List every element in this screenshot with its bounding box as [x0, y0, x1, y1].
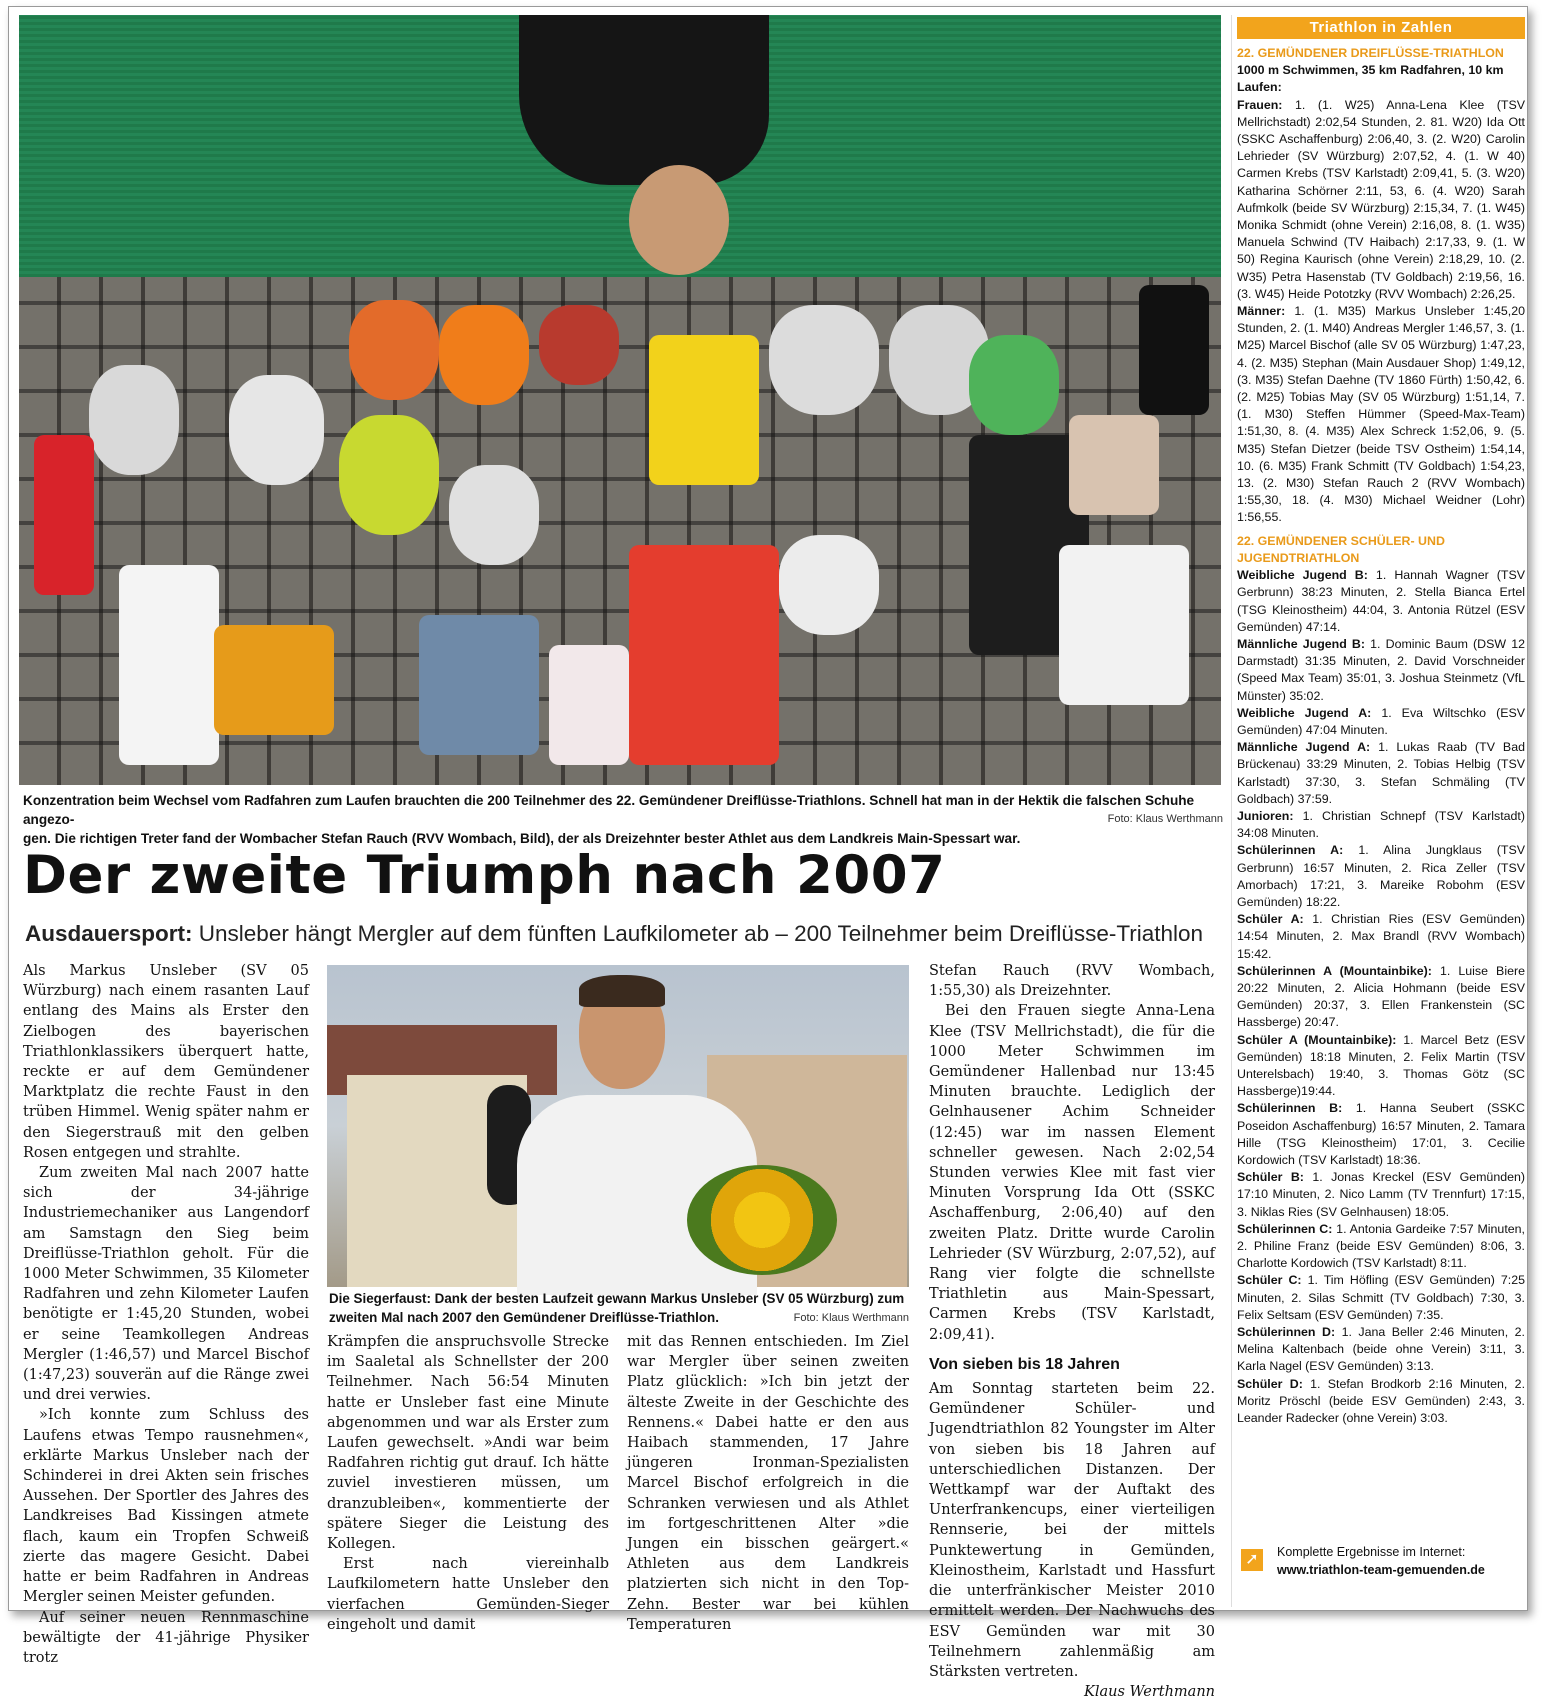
shoe-pair [769, 305, 879, 415]
result-text: 1. Stefan Brodkorb 2:16 Minuten, 2. Moritz Pröschl (beide ESV Gemünden) 2:43, 3. Leander Radecker (ohne Verein) 3:03. [1237, 1376, 1526, 1426]
results-list [1237, 567, 1525, 1427]
result-category: Weibliche Jugend B: [1237, 568, 1368, 583]
result-category: Männliche Jugend B: [1237, 636, 1366, 651]
post [1139, 285, 1209, 415]
author: Klaus Werthmann [1084, 1684, 1215, 1701]
result-category: Schülerinnen A: [1237, 843, 1344, 858]
result-text: 1. Marcel Betz (ESV Gemünden) 18:18 Minuten, 2. Felix Martin (TSV Unterelsbach) 19:40, 3. Thomas Götz (SC Hassberge)19:44. [1237, 1032, 1526, 1099]
result-entry [1237, 739, 1525, 808]
result-entry [1237, 1169, 1525, 1221]
result-entry [1237, 705, 1525, 739]
shoe-pair [539, 305, 619, 385]
result-category: Weibliche Jugend A: [1237, 705, 1372, 720]
paragraph: mit das Rennen entschieden. Im Ziel war Mergler über seinen zweiten Platz glücklich: »Ich bin jetzt der älteste Zweite in der Geschichte des Rennens.« Dabei hatte er den aus Haibach stammenden, 17 Jahre jüngeren Ironman-Spezialisten Marcel Bischof erfolgreich in die Schranken verwiesen und als Athlet im fortgeschrittenen Alter »die Jungen ein bisschen geärgert.« Athleten aus dem Landkreis platzierten sich nicht in den Top-Zehn. Bester war bei kühlen Temperaturen [627, 1334, 909, 1633]
paragraph: Als Markus Unsleber (SV 05 Würzburg) nach einem rasanten Lauf entlang des Mains als Erster den Zielbogen des bayerischen Triathlonklassikers überquert hatte, reckte er auf dem Gemündener Marktplatz die rechte Faust in den trüben Himmel. Wenig später nahm er den Siegerstrauß mit den gelben Rosen entgegen und strahlte. [23, 963, 309, 1161]
white-bag [119, 565, 219, 765]
newspaper-page [8, 6, 1528, 1701]
result-entry [1237, 808, 1525, 842]
result-text: 1. (1. M35) Markus Unsleber 1:45,20 Stunden, 2. (1. M40) Andreas Mergler 1:46,57, 3. (1. M25) Marcel Bischof (alle SV 05 Würzburg) 1:47,23, 4. (2. M35) Stephan (Main Ausdauer Shop) 1:49,12, (3. M35) Stefan Daehne (TV 1860 Fürth) 1:50,42, 6. (2. M25) Tobias May (SV 05 Würzburg) 1:51,14, 7. (1. M30) Steffen Hümmer (Speed-Max-Team) 1:51,30, 8. (4. M35) Alex Schreck 1:52,06, 9. (5. M35) Stefan Dietzer (beide TSV Ostheim) 1:54,14, 10. (6. M35) Frank Schmitt (TV Goldbach) 1:54,23, 13. (2. M30) Stefan Rauch 2 (RVV Wombach) 1:55,30, 18. (4. M30) Michael Weidner (Lohr) 1:56,55. [1237, 304, 1525, 525]
result-text: 1. Lukas Raab (TV Bad Brückenau) 33:29 Minuten, 2. Tobias Helbig (TSV Karlstadt) 37:30, 3. Stefan Schmäling (TV Goldbach) 37:59. [1237, 740, 1525, 806]
result-category: Schüler A: [1237, 912, 1304, 927]
arrow-icon: ➚ [1241, 1549, 1263, 1571]
subheadline-kicker: Ausdauersport: [25, 921, 193, 946]
section-heading: 22. GEMÜNDENER SCHÜLER- UND JUGENDTRIATHLON [1237, 533, 1445, 565]
article-column-1 [23, 961, 309, 1668]
result-text: 1. (1. W25) Anna-Lena Klee (TSV Mellrichstadt) 2:02,54 Stunden, 2. 81. W20) Ida Ott (SSKC Aschaffenburg) 2:06,40, 3. (2. W20) Carolin Lehrieder (SV Würzburg) 2:07,52, 4. (1. W 40) Carmen Krebs (TSV Karlstadt) 2:09,41, 5. (3. W20) Katharina Schörner 2:11, 53, 6. (4. W20) Sarah Aufmkolk (beide SV Würzburg) 2:15,34, 7. (1. W45) Monika Schmidt (ohne Verein) 2:16,08, 8. (1. W35) Manuela Schwind (TV Haibach) 2:17,33, 9. (1. W 50) Regina Kaurisch (ohne Verein) 2:18,29, 10. (2. W35) Petra Hasenstab (TV Goldbach) 2:19,56, 16. (3. W45) Heide Pototzky (RVV Wombach) 2:26,25. [1237, 97, 1525, 301]
result-entry [1237, 97, 1525, 303]
result-category: Frauen: [1237, 97, 1283, 112]
link-label: Komplette Ergebnisse im Internet: [1277, 1545, 1466, 1559]
white-bag [1059, 545, 1189, 705]
shoe-pair [969, 335, 1059, 435]
shoe-pair [439, 305, 529, 405]
headline: Der zweite Triumph nach 2007 [23, 845, 946, 906]
transition-zone-photo [19, 15, 1221, 785]
photo-credit: Foto: Klaus Werthmann [1107, 813, 1223, 825]
athlete-figure [519, 15, 769, 185]
red-bag [34, 435, 94, 595]
section-heading: 22. GEMÜNDENER DREIFLÜSSE-TRIATHLON [1237, 46, 1504, 60]
caption-line: Konzentration beim Wechsel vom Radfahren zum Laufen brauchten die 200 Teilnehmer des 22. Gemündener Dreiflüsse-Triathlons. Schnell hat man in der Hektik die falschen Schuhe angezo- [23, 793, 1195, 827]
result-text: 1. Christian Ries (ESV Gemünden) 14:54 Minuten, 2. Max Brandl (RVV Wombach) 15:42. [1237, 912, 1525, 961]
article-column-2 [327, 1332, 609, 1635]
result-category: Schülerinnen C: [1237, 1221, 1333, 1236]
red-bag [629, 545, 779, 765]
result-entry [1237, 911, 1525, 963]
result-category: Schüler B: [1237, 1170, 1304, 1185]
shoe-pair [89, 365, 179, 475]
paragraph: Auf seiner neuen Rennmaschine bewältigte der 41-jährige Physiker trotz [23, 1609, 309, 1666]
paragraph: Krämpfen die anspruchsvolle Strecke im Saaletal als Schnellster der 200 Teilnehmer. Nach 56:54 Minuten hatte er Unsleber fast eine Minute abgenommen und war als Erster zum Laufen gewechselt. »Andi war beim Radfahren richtig gut drauf. Ich hätte zuviel investieren müssen, um dranzubleiben«, kommentierte der spätere Sieger die Leistung des Kollegen. [327, 1334, 609, 1553]
shoe-pair [229, 375, 324, 485]
shoe-pair [449, 465, 539, 565]
result-category: Schülerinnen A (Mountainbike): [1237, 963, 1432, 978]
result-text: 1. Hannah Wagner (TSV Gerbrunn) 38:23 Minuten, 2. Stella Bianca Ertel (TSG Kleinostheim) 44:04, 3. Antonia Rützel (ESV Gemünden) 47:14. [1237, 568, 1525, 634]
result-category: Schülerinnen D: [1237, 1325, 1336, 1340]
result-text: 1. Alina Jungklaus (TSV Gerbrunn) 16:57 Minuten, 2. Rica Zeller (TSV Amorbach) 17:21, 3. Mareike Robohm (ESV Gemünden) 18:22. [1237, 843, 1526, 909]
paragraph: Stefan Rauch (RVV Wombach, 1:55,30) als Dreizehnter. [929, 963, 1215, 1000]
result-text: 1. Tim Höfling (ESV Gemünden) 7:25 Minuten, 2. Silas Schmitt (TV Goldbach) 7:30, 3. Felix Seltsam (ESV Gemünden) 7:35. [1237, 1273, 1525, 1322]
athlete-head [629, 165, 729, 275]
paragraph: Erst nach viereinhalb Laufkilometern hatte Unsleber den vierfachen Gemünden-Sieger eingeholt und damit [327, 1556, 609, 1633]
subheadline [25, 921, 1203, 947]
result-text: 1. Antonia Gardeike 7:57 Minuten, 2. Philine Franz (beide ESV Gemünden) 8:06, 3. Charlotte Kordowich (TSV Karlstadt) 8:11. [1237, 1221, 1525, 1271]
results-list [1237, 97, 1525, 527]
paragraph: »Ich konnte zum Schluss des Laufens etwas Tempo rausnehmen«, erklärte Markus Unsleber nach der Schinderei in drei Akten sein frisches Aussehen. Der Sportler des Jahres des Landkreises Bad Kissingen atmete flach, kaum ein Tropfen Schweiß zierte das magere Gesicht. Dabei hatte er beim Radfahren in Andreas Mergler seinen Meister gefunden. [23, 1407, 309, 1606]
result-text: 1. Jana Beller 2:46 Minuten, 2. Melina Kaltenbach (beide ohne Verein) 3:11, 3. Karla Nagel (ESV Gemünden) 3:13. [1237, 1325, 1525, 1374]
sidebar-title: Triathlon in Zahlen [1237, 17, 1525, 39]
bag [549, 645, 629, 765]
article-column-3 [627, 1332, 909, 1635]
section-subheading: 1000 m Schwimmen, 35 km Radfahren, 10 km Laufen: [1237, 63, 1504, 95]
result-category: Schüler A (Mountainbike): [1237, 1032, 1397, 1047]
result-text: 1. Jonas Kreckel (ESV Gemünden) 17:10 Minuten, 2. Nico Lamm (TV Trennfurt) 17:15, 3. Niklas Ries (SV Gelnhausen) 18:05. [1237, 1170, 1526, 1219]
result-category: Schüler D: [1237, 1376, 1303, 1391]
result-entry [1237, 1221, 1525, 1273]
result-entry [1237, 963, 1525, 1032]
flower-bouquet [687, 1165, 837, 1275]
paragraph: Am Sonntag starteten beim 22. Gemündener Schüler- und Jugendtriathlon 82 Youngster im Alter von sieben bis 18 Jahren auf unterschiedlichen Distanzen. Der Wettkampf war der Auftakt des Unterfrankencups, einer vierteiligen Rennserie, bei der mittels Punktewertung in Gemünden, Kleinostheim, Karlstadt und Hassfurt die unterfränkischer Meister 2010 ermittelt werden. Der Nachwuchs des ESV Gemünden war mit 30 Teilnehmern zahlenmäßig am Stärksten vertreten. [929, 1381, 1215, 1680]
result-entry [1237, 567, 1525, 636]
top-photo-caption [23, 791, 1223, 848]
paragraph: Zum zweiten Mal nach 2007 hatte sich der 34-jährige Industriemechaniker aus Langendorf am Samstagn den Sieg beim Dreiflüsse-Triathlon geholt. Für die 1000 Meter Schwimmen, 35 Kilometer Radfahren und zehn Kilometer Laufen benötigte er 1:45,20 Stunden, wobei er seine Teamkollegen Andreas Mergler (1:46,57) und Marcel Bischof (1:47,23) souverän auf die Ränge zwei und drei verwies. [23, 1165, 309, 1404]
result-category: Männliche Jugend A: [1237, 740, 1371, 755]
result-entry [1237, 842, 1525, 911]
result-entry [1237, 636, 1525, 705]
result-category: Männer: [1237, 304, 1286, 319]
result-text: 1. Luise Biere 20:22 Minuten, 2. Alicia Hohmann (beide ESV Gemünden) 20:37, 3. Ellen Frankenstein (SC Hassberge) 20:47. [1237, 963, 1525, 1030]
winner-photo [327, 965, 909, 1287]
shoe-pair [779, 535, 879, 635]
result-text: 1. Eva Wiltschko (ESV Gemünden) 47:04 Minuten. [1237, 705, 1525, 737]
article-column-4 [929, 961, 1215, 1702]
result-category: Schülerinnen B: [1237, 1101, 1343, 1116]
cap [1069, 415, 1159, 515]
results-sidebar [1237, 17, 1525, 1607]
column-divider [1231, 15, 1232, 1607]
result-entry [1237, 1324, 1525, 1376]
shoe-pair [349, 300, 439, 400]
result-entry [1237, 1032, 1525, 1101]
results-link-box [1237, 1543, 1525, 1583]
results-url[interactable]: www.triathlon-team-gemuenden.de [1277, 1563, 1485, 1577]
result-entry [1237, 303, 1525, 527]
blue-bag [419, 615, 539, 755]
paragraph: Bei den Frauen siegte Anna-Lena Klee (TSV Mellrichstadt), die für die 1000 Meter Schwimmen im Gemündener Hallenbad nur 13:45 Minuten brauchte. Lediglich der Gelnhausener Achim Schneider (12:45) war im nassen Element schneller gewesen. Nach 2:02,54 Stunden verwies Klee mit fast vier Minuten Vorsprung Ida Ott (SSKC Aschaffenburg, 2:06,40) auf den zweiten Platz. Dritte wurde Carolin Lehrieder (SV Würzburg, 2:07,52), auf Rang vier folgte die schnellste Triathletin aus Main-Spessart, Carmen Krebs (TSV Karlstadt, 2:09,41). [929, 1003, 1215, 1343]
shoe-pair [339, 415, 439, 535]
result-text: 1. Hanna Seubert (SSKC Poseidon Aschaffenburg) 16:57 Minuten, 2. Tamara Hille (TSG Kleinostheim) 17:01, 3. Cecilie Kordowich (TSV Karlstadt) 18:36. [1237, 1101, 1525, 1167]
result-text: 1. Christian Schnepf (TSV Karlstadt) 34:08 Minuten. [1237, 808, 1525, 841]
result-category: Junioren: [1237, 808, 1294, 823]
caption-line: zweiten Mal nach 2007 den Gemündener Dreiflüsse-Triathlon. [329, 1309, 719, 1325]
result-entry [1237, 1376, 1525, 1428]
caption-line: gen. Die richtigen Treter fand der Wombacher Stefan Rauch (RVV Wombach, Bild), der als Dreizehnter bester Athlet aus dem Landkreis Main-Spessart war. [23, 831, 1021, 846]
winner-photo-caption [329, 1290, 909, 1327]
winner-hair [579, 975, 665, 1007]
result-entry [1237, 1272, 1525, 1324]
result-entry [1237, 1100, 1525, 1169]
caption-line: Die Siegerfaust: Dank der besten Laufzeit gewann Markus Unsleber (SV 05 Würzburg) zum [329, 1291, 905, 1306]
yellow-bag [649, 335, 759, 485]
subheadline-text: Unsleber hängt Mergler auf dem fünften Laufkilometer ab – 200 Teilnehmer beim Dreiflüsse-Triathlon [192, 921, 1204, 946]
result-category: Schüler C: [1237, 1273, 1302, 1288]
photo-credit: Foto: Klaus Werthmann [793, 1311, 909, 1324]
backpack [214, 625, 334, 735]
result-text: 1. Dominic Baum (DSW 12 Darmstadt) 31:35 Minuten, 2. David Vorschneider (Speed Max Team) 35:01, 3. Joshua Steinmetz (VfL Münster) 35:02. [1237, 636, 1526, 703]
section-heading: Von sieben bis 18 Jahren [929, 1355, 1120, 1373]
